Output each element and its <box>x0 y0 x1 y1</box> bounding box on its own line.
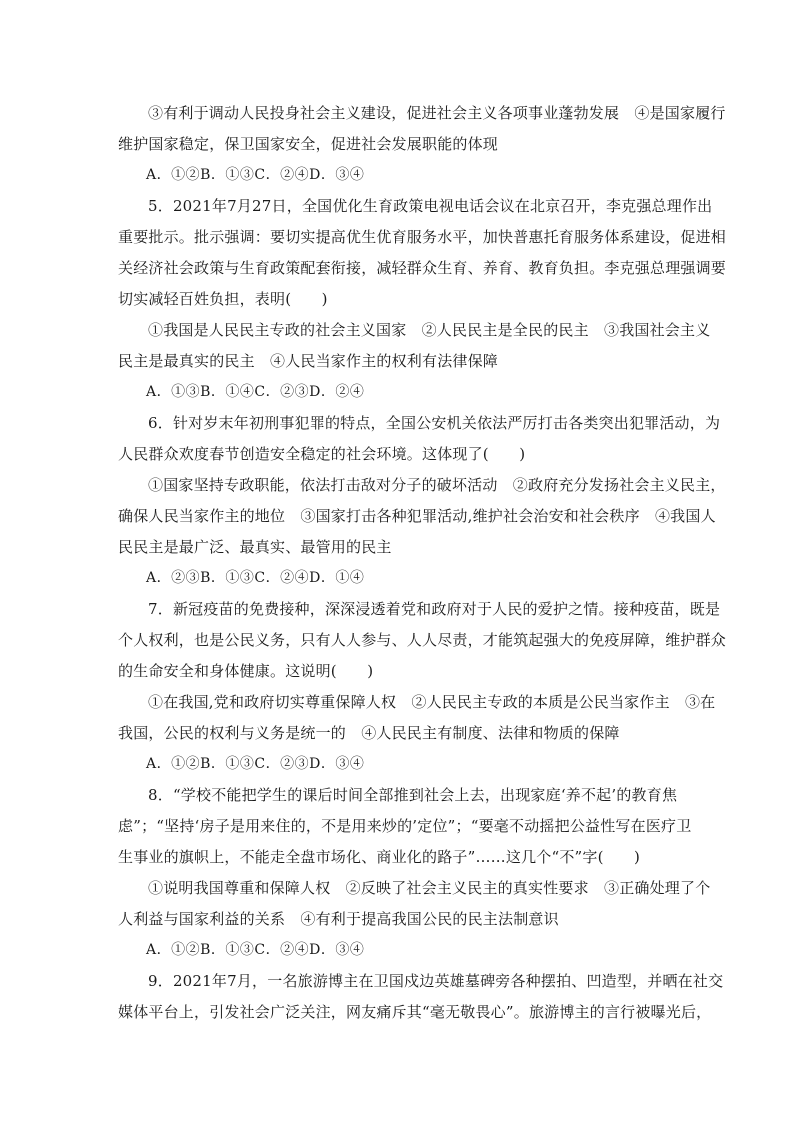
statements: ①国家坚持专政职能，依法打击敌对分子的破坏活动 ②政府充分发扬社会主义民主， <box>148 476 726 494</box>
statements: ①在我国,党和政府切实尊重保障人权 ②人民民主专政的本质是公民当家作主 ③在 <box>148 693 716 711</box>
text-line: 切实减轻百姓负担，表明( ) <box>118 290 328 308</box>
text-line: 关经济社会政策与生育政策配套衔接，减轻群众生育、养育、教育负担。李克强总理强调要 <box>118 259 727 277</box>
question-9: 9．2021年7月，一名旅游博主在卫国戍边英雄墓碑旁各种摆拍、凹造型，并晒在社交 <box>148 972 724 990</box>
answer-options: A．②③B．①③C．②④D．①④ <box>146 570 365 586</box>
text-line: ③有利于调动人民投身社会主义建设，促进社会主义各项事业蓬勃发展 ④是国家履行 <box>148 104 726 122</box>
statements: ①说明我国尊重和保障人权 ②反映了社会主义民主的真实性要求 ③正确处理了个 <box>148 879 711 897</box>
answer-options: A．①②B．①③C．②③D．③④ <box>146 756 365 772</box>
text-line: 民主是最真实的民主 ④人民当家作主的权利有法律保障 <box>118 352 499 370</box>
question-7: 7．新冠疫苗的免费接种，深深浸透着党和政府对于人民的爱护之情。接种疫苗，既是 <box>148 600 721 618</box>
text-line: 我国，公民的权利与义务是统一的 ④人民民主有制度、法律和物质的保障 <box>118 724 620 742</box>
text-line: 人民群众欢度春节创造安全稳定的社会环境。这体现了( ) <box>118 445 526 463</box>
question-8: 8．“学校不能把学生的课后时间全部推到社会上去，出现家庭‘养不起’的教育焦 <box>148 786 678 804</box>
text-line: 维护国家稳定，保卫国家安全，促进社会发展职能的体现 <box>118 135 499 153</box>
text-line: 重要批示。批示强调：要切实提高优生优育服务水平，加快普惠托育服务体系建设，促进相 <box>118 228 727 246</box>
answer-options: A．①③B．①④C．②③D．②④ <box>146 384 365 400</box>
statements: ①我国是人民民主专政的社会主义国家 ②人民民主是全民的民主 ③我国社会主义 <box>148 321 711 339</box>
text-line: 生事业的旗帜上，不能走全盘市场化、商业化的路子”……这几个“不”字( ) <box>118 848 641 866</box>
answer-options: A．①②B．①③C．②④D．③④ <box>146 167 365 183</box>
text-line: 的生命安全和身体健康。这说明( ) <box>118 662 374 680</box>
text-line: 确保人民当家作主的地位 ③国家打击各种犯罪活动,维护社会治安和社会秩序 ④我国人 <box>118 507 716 525</box>
text-line: 虑”；“坚持‘房子是用来住的，不是用来炒的’定位”；“要毫不动摇把公益性写在医疗卫 <box>118 817 692 835</box>
question-5: 5．2021年7月27日，全国优化生育政策电视电话会议在北京召开，李克强总理作出 <box>148 197 713 215</box>
text-line: 个人权利，也是公民义务，只有人人参与、人人尽责，才能筑起强大的免疫屏障，维护群众 <box>118 631 727 649</box>
text-line: 人利益与国家利益的关系 ④有利于提高我国公民的民主法制意识 <box>118 910 559 928</box>
question-6: 6．针对岁末年初刑事犯罪的特点，全国公安机关依法严厉打击各类突出犯罪活动，为 <box>148 414 721 432</box>
answer-options: A．①②B．①③C．②④D．③④ <box>146 942 365 958</box>
text-line: 媒体平台上，引发社会广泛关注，网友痛斥其“毫无敬畏心”。旅游博主的言行被曝光后， <box>118 1003 712 1021</box>
text-line: 民民主是最广泛、最真实、最管用的民主 <box>118 538 392 556</box>
